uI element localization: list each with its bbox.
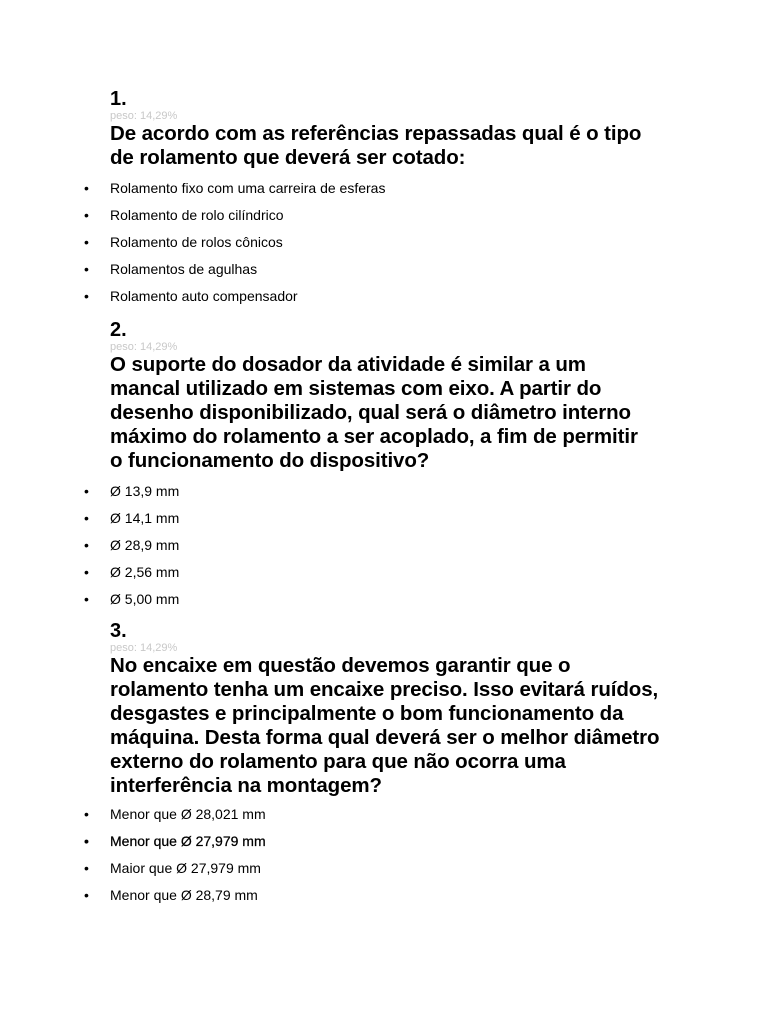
option-label: Menor que Ø 27,979 mm — [110, 833, 266, 849]
bullet-icon: • — [84, 806, 89, 822]
question-text: O suporte do dosador da atividade é similar a um mancal utilizado em sistemas com eixo. A partir do desenho disponibilizado, qual será o diâmetro interno máximo do rolamento a ser acoplado, a fim de permitir o funcionamento do dispositivo? — [110, 353, 638, 472]
question-weight: peso: 14,29% — [110, 642, 178, 654]
option-label: Rolamento fixo com uma carreira de esferas — [110, 180, 386, 196]
question-text: De acordo com as referências repassadas qual é o tipo de rolamento que deverá ser cotado: — [110, 122, 642, 169]
bullet-icon: • — [84, 591, 89, 607]
option-label: Ø 13,9 mm — [110, 483, 180, 499]
question-number: 1. — [110, 88, 127, 110]
option-label: Ø 14,1 mm — [110, 510, 180, 526]
bullet-icon: • — [84, 887, 89, 903]
option-label: Menor que Ø 28,79 mm — [110, 887, 258, 903]
bullet-icon: • — [84, 860, 89, 876]
option-item[interactable] — [84, 180, 670, 207]
bullet-icon: • — [84, 483, 89, 499]
question-text: No encaixe em questão devemos garantir que o rolamento tenha um encaixe preciso. Isso evitará ruídos, desgastes e principalmente o bom funcionamento da máquina. Desta forma qual deverá ser o melhor diâmetro externo do rolamento para que não ocorra uma interferência na montagem? — [110, 654, 660, 797]
option-item[interactable] — [84, 833, 670, 860]
option-label: Rolamentos de agulhas — [110, 261, 258, 277]
options-list — [84, 806, 670, 914]
option-item[interactable] — [84, 564, 670, 591]
bullet-icon: • — [84, 261, 89, 277]
bullet-icon: • — [84, 288, 89, 304]
bullet-icon: • — [84, 537, 89, 553]
question-number: 2. — [110, 319, 127, 341]
question-2 — [84, 319, 670, 618]
options-list — [84, 180, 670, 315]
option-item[interactable] — [84, 234, 670, 261]
question-weight: peso: 14,29% — [110, 341, 178, 353]
bullet-icon: • — [84, 833, 89, 849]
options-list — [84, 483, 670, 618]
option-item[interactable] — [84, 261, 670, 288]
option-item[interactable] — [84, 537, 670, 564]
option-label: Rolamento de rolo cilíndrico — [110, 207, 284, 223]
option-label: Maior que Ø 27,979 mm — [110, 860, 261, 876]
option-item[interactable] — [84, 887, 670, 914]
bullet-icon: • — [84, 207, 89, 223]
bullet-icon: • — [84, 564, 89, 580]
option-label: Ø 28,9 mm — [110, 537, 180, 553]
question-1 — [84, 88, 670, 315]
option-item[interactable] — [84, 591, 670, 618]
option-item[interactable] — [84, 483, 670, 510]
option-label: Menor que Ø 28,021 mm — [110, 806, 266, 822]
option-item[interactable] — [84, 510, 670, 537]
option-label: Rolamento auto compensador — [110, 288, 298, 304]
option-label: Ø 2,56 mm — [110, 564, 180, 580]
question-weight: peso: 14,29% — [110, 110, 178, 122]
option-item[interactable] — [84, 288, 670, 315]
bullet-icon: • — [84, 180, 89, 196]
option-label: Ø 5,00 mm — [110, 591, 180, 607]
option-item[interactable] — [84, 806, 670, 833]
option-label: Rolamento de rolos cônicos — [110, 234, 283, 250]
bullet-icon: • — [84, 510, 89, 526]
option-item[interactable] — [84, 207, 670, 234]
bullet-icon: • — [84, 234, 89, 250]
option-item[interactable] — [84, 860, 670, 887]
question-3 — [84, 620, 670, 914]
question-number: 3. — [110, 620, 127, 642]
